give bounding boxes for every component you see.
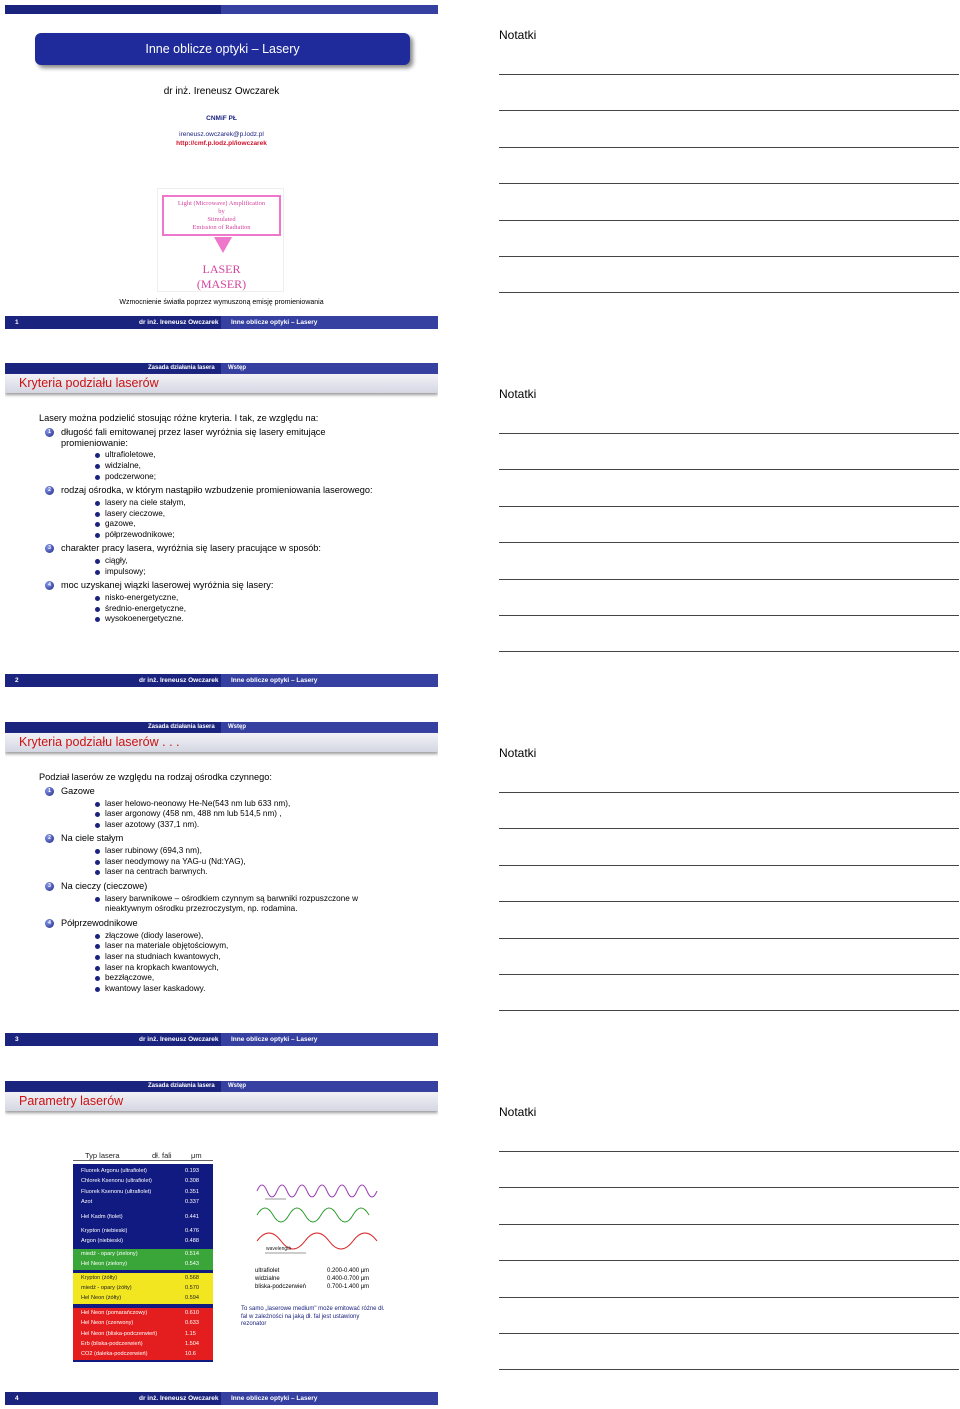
- wavelength-value: 0.193: [185, 1168, 199, 1174]
- section-nav[interactable]: Zasada działania lasera: [148, 724, 215, 730]
- list-item-text: długość fali emitowanej przez laser wyróżnia się lasery emitujące promieniowanie:: [61, 426, 326, 448]
- table-row: [73, 1339, 213, 1349]
- laser-name: Hel Neon (zielony): [81, 1261, 128, 1268]
- sub-list-item: ultrafioletowe,: [61, 450, 379, 461]
- table-row: [73, 1259, 213, 1269]
- sub-list-item: wysokoenergetyczne.: [61, 614, 379, 625]
- list-item-text: Na ciele stałym: [61, 833, 124, 844]
- notes-line: [499, 901, 959, 902]
- footer-author: dr inż. Ireneusz Owczarek: [139, 1036, 219, 1043]
- wave-label: wavelength: [266, 1246, 292, 1252]
- notes-line: [499, 1151, 959, 1152]
- laser-word: LASER: [202, 262, 241, 276]
- laser-name: miedź - opary (żółty): [81, 1285, 132, 1291]
- list-item-text: rodzaj ośrodka, w którym nastąpiło wzbudzenie promieniowania laserowego:: [61, 485, 373, 496]
- wavelength-value: 0.570: [185, 1285, 199, 1291]
- laser-name: Azot: [81, 1199, 93, 1206]
- sub-list-item: złączowe (diody laserowe),: [61, 931, 384, 942]
- notes-line: [499, 1260, 959, 1261]
- notes-line: [499, 292, 959, 293]
- author: dr inż. Ireneusz Owczarek: [163, 86, 280, 97]
- laser-name: Hel Neon (żółty): [81, 1295, 122, 1302]
- sub-list-item: bezzłączowe,: [61, 973, 384, 984]
- laser-name: Krypton (niebieski): [81, 1228, 128, 1234]
- list-item: [39, 427, 379, 482]
- laser-name: Krypton (żółty): [81, 1274, 118, 1281]
- sub-list-item: nisko-energetyczne,: [61, 593, 379, 604]
- number-bullet-icon: 2: [45, 834, 54, 843]
- sub-list-item: laser na materiale objętościowym,: [61, 941, 384, 952]
- sub-list: [61, 498, 379, 540]
- wavelength-value: 1.15: [185, 1330, 196, 1337]
- notes-line: [499, 828, 959, 829]
- slide-number: 2: [15, 677, 19, 684]
- list-item: [39, 833, 384, 878]
- notes-line: [499, 147, 959, 148]
- notes-line: [499, 974, 959, 975]
- table-row: [73, 1226, 213, 1236]
- sub-list: [61, 799, 384, 831]
- rezonator-note: To samo „laserowe medium" może emitować różne dł. fal w zależności na jaką dł. fal jest ustawiony rezonator: [241, 1306, 385, 1328]
- number-bullet-icon: 2: [45, 486, 54, 495]
- table-row: [73, 1308, 213, 1318]
- notes-label: Notatki: [499, 1105, 537, 1119]
- list-item: [39, 881, 384, 915]
- list-item: [39, 786, 384, 831]
- laser-name: Hel Kadm (fiolet): [81, 1213, 123, 1220]
- sub-list-item: kwantowy laser kaskadowy.: [61, 984, 384, 995]
- intro-text: Podział laserów ze względu na rodzaj ośrodka czynnego:: [39, 772, 272, 782]
- slide-4: [5, 1081, 438, 1405]
- down-arrow-icon: [214, 237, 232, 253]
- subsection-nav[interactable]: Wstęp: [228, 1083, 246, 1089]
- laser-acronym-box: Light (Microwave) Amplification by Stimulated Emission of Radiation: [162, 195, 281, 236]
- frame-title: Parametry laserów: [5, 1092, 438, 1111]
- sub-list-item: średnio-energetyczne,: [61, 604, 379, 615]
- table-row: [73, 1318, 213, 1328]
- footer-title: Inne oblicze optyki – Lasery: [231, 1036, 318, 1043]
- wave-diagram: [252, 1171, 382, 1259]
- institute: CNMiF PŁ: [206, 115, 237, 122]
- notes-line: [499, 1369, 959, 1370]
- laser-name: CO2 (daleka-podczerwień): [81, 1351, 148, 1358]
- sub-list-item: półprzewodnikowe;: [61, 530, 379, 541]
- table-row: [73, 1283, 213, 1293]
- list-item: [39, 543, 379, 577]
- sub-list: [61, 846, 384, 878]
- sub-list-item: podczerwone;: [61, 472, 379, 483]
- number-bullet-icon: 1: [45, 787, 54, 796]
- notes-line: [499, 506, 959, 507]
- slide-body: [39, 413, 379, 625]
- table-row: [73, 1329, 213, 1339]
- table-row: [73, 1176, 213, 1186]
- notes-line: [499, 1010, 959, 1011]
- sub-list-item: impulsowy;: [61, 567, 379, 578]
- wavelength-value: 1.504: [185, 1341, 199, 1347]
- notes-line: [499, 1297, 959, 1298]
- sub-list: [61, 931, 384, 995]
- slide-footer: [5, 1392, 438, 1405]
- sub-list: [61, 556, 379, 577]
- notes-line: [499, 110, 959, 111]
- wavelength-value: 0.488: [185, 1238, 199, 1245]
- list-item-text: moc uzyskanej wiązki laserowej wyróżnia się lasery:: [61, 580, 274, 591]
- sub-list-item: laser neodymowy na YAG-u (Nd:YAG),: [61, 857, 384, 868]
- notes-line: [499, 542, 959, 543]
- range-row: ultrafiolet 0.200-0.400 μm: [255, 1268, 370, 1274]
- laser-name: Hel Neon (pomarańczowy): [81, 1309, 148, 1316]
- slide-number: 3: [15, 1036, 19, 1043]
- number-bullet-icon: 3: [45, 544, 54, 553]
- list-item: [39, 918, 384, 994]
- wavelength-value: 10.6: [185, 1351, 196, 1358]
- footer-author: dr inż. Ireneusz Owczarek: [139, 677, 219, 684]
- table-row: [73, 1197, 213, 1207]
- slide-footer: [5, 1033, 438, 1046]
- laser-acronym-image: [157, 188, 284, 292]
- wavelength-value: 0.514: [185, 1250, 199, 1257]
- notes-label: Notatki: [499, 746, 537, 760]
- section-nav[interactable]: Zasada działania lasera: [148, 1083, 215, 1089]
- sub-list-item: lasery barwnikowe – ośrodkiem czynnym są barwniki rozpuszczone w nieaktywnym ośrodku przezroczystym, np. rodamina.: [61, 894, 384, 915]
- notes-line: [499, 256, 959, 257]
- list-item: [39, 485, 379, 540]
- frame-title: Kryteria podziału laserów . . .: [5, 733, 438, 752]
- slide-number: 4: [15, 1395, 19, 1402]
- laser-name: Fluorek Ksenonu (ultrafiolet): [81, 1188, 152, 1195]
- presentation-title: Inne oblicze optyki – Lasery: [35, 33, 410, 65]
- range-list: [255, 1267, 385, 1291]
- sub-list: [61, 894, 384, 915]
- laser-name: Hel Neon (bliska-podczerwień): [81, 1330, 158, 1337]
- section-nav[interactable]: Zasada działania lasera: [148, 365, 215, 371]
- table-row: [73, 1249, 213, 1259]
- slide-footer: [5, 674, 438, 687]
- table-row: [73, 1293, 213, 1303]
- laser-name: Erb (bliska-podczerwień): [81, 1341, 143, 1347]
- sub-list-item: laser na centrach barwnych.: [61, 867, 384, 878]
- range-row: bliska-podczerwień 0.700-1.400 μm: [255, 1284, 370, 1290]
- wavelength-value: 0.476: [185, 1228, 199, 1234]
- sub-list-item: widzialne,: [61, 461, 379, 472]
- sub-list-item: lasery cieczowe,: [61, 509, 379, 520]
- table-header: Typ lasera dł. fali μm: [57, 1149, 387, 1161]
- number-bullet-icon: 1: [45, 428, 54, 437]
- number-bullet-icon: 3: [45, 882, 54, 891]
- notes-label: Notatki: [499, 28, 537, 42]
- criteria-list: [39, 427, 379, 625]
- sub-list-item: gazowe,: [61, 519, 379, 530]
- list-item-text: Gazowe: [61, 785, 95, 796]
- footer-title: Inne oblicze optyki – Lasery: [231, 1395, 318, 1402]
- sub-list: [61, 593, 379, 625]
- table-row: [73, 1166, 213, 1176]
- slide-1: [5, 5, 438, 329]
- slide-body: [39, 772, 384, 994]
- email[interactable]: ireneusz.owczarek@p.lodz.pl: [179, 131, 264, 138]
- wavelength-value: 0.594: [185, 1295, 199, 1302]
- slide-number: 1: [15, 319, 19, 326]
- slide-3: [5, 722, 438, 1046]
- laser-name: miedź - opary (zielony): [81, 1250, 138, 1257]
- maser-word: (MASER): [196, 277, 247, 291]
- notes-line: [499, 74, 959, 75]
- range-row: widzialne 0.400-0.700 μm: [255, 1276, 370, 1282]
- notes-line: [499, 1333, 959, 1334]
- notes-line: [499, 579, 959, 580]
- sub-list-item: laser na studniach kwantowych,: [61, 952, 384, 963]
- list-item: [39, 580, 379, 625]
- slide-footer: [5, 316, 438, 329]
- slide-2: [5, 363, 438, 687]
- wavelength-value: 0.441: [185, 1213, 199, 1220]
- sub-list-item: laser argonowy (458 nm, 488 nm lub 514,5 nm) ,: [61, 809, 384, 820]
- subsection-nav[interactable]: Wstęp: [228, 724, 246, 730]
- medium-list: [39, 786, 384, 995]
- footer-author: dr inż. Ireneusz Owczarek: [139, 1395, 219, 1402]
- footer-author: dr inż. Ireneusz Owczarek: [139, 319, 219, 326]
- intro-text: Lasery można podzielić stosując różne kryteria. I tak, ze względu na:: [39, 413, 319, 423]
- subsection-nav[interactable]: Wstęp: [228, 365, 246, 371]
- table-row: [73, 1273, 213, 1283]
- notes-label: Notatki: [499, 387, 537, 401]
- laser-name: Hel Neon (czerwony): [81, 1320, 134, 1327]
- sub-list: [61, 450, 379, 482]
- list-item-text: Półprzewodnikowe: [61, 917, 138, 928]
- laser-name: Chlorek Ksenonu (ultrafiolet): [81, 1178, 152, 1185]
- notes-line: [499, 615, 959, 616]
- laser-wavelength-table: [73, 1164, 213, 1362]
- laser-parameters-figure: [57, 1149, 387, 1358]
- notes-line: [499, 792, 959, 793]
- sub-list-item: laser helowo-neonowy He-Ne(543 nm lub 633 nm),: [61, 799, 384, 810]
- notes-line: [499, 1224, 959, 1225]
- notes-line: [499, 1187, 959, 1188]
- url-link[interactable]: http://cmf.p.lodz.pl/iowczarek: [176, 140, 267, 147]
- slide-top-strip: [5, 5, 438, 14]
- wavelength-value: 0.568: [185, 1274, 199, 1281]
- wavelength-value: 0.351: [185, 1188, 199, 1195]
- wavelength-value: 0.543: [185, 1261, 199, 1268]
- table-row: [73, 1187, 213, 1197]
- footer-title: Inne oblicze optyki – Lasery: [231, 677, 318, 684]
- wavelength-value: 0.610: [185, 1309, 199, 1316]
- notes-line: [499, 865, 959, 866]
- notes-line: [499, 183, 959, 184]
- notes-line: [499, 938, 959, 939]
- wavelength-value: 0.633: [185, 1320, 199, 1327]
- wavelength-value: 0.308: [185, 1178, 199, 1185]
- sub-list-item: lasery na ciele stałym,: [61, 498, 379, 509]
- wavelength-value: 0.337: [185, 1199, 199, 1206]
- table-row: [73, 1212, 213, 1222]
- notes-line: [499, 469, 959, 470]
- notes-line: [499, 651, 959, 652]
- list-item-text: charakter pracy lasera, wyróżnia się lasery pracujące w sposób:: [61, 543, 321, 554]
- sub-list-item: laser azotowy (337,1 nm).: [61, 820, 384, 831]
- footer-title: Inne oblicze optyki – Lasery: [231, 319, 318, 326]
- sub-list-item: laser rubinowy (694,3 nm),: [61, 846, 384, 857]
- list-item-text: Na cieczy (cieczowe): [61, 880, 148, 891]
- number-bullet-icon: 4: [45, 581, 54, 590]
- table-row: [73, 1236, 213, 1246]
- number-bullet-icon: 4: [45, 919, 54, 928]
- laser-name: Fluorek Argonu (ultrafiolet): [81, 1168, 147, 1174]
- caption: Wzmocnienie światła poprzez wymuszoną emisję promieniowania: [119, 299, 324, 306]
- notes-line: [499, 220, 959, 221]
- sub-list-item: ciągły,: [61, 556, 379, 567]
- laser-name: Argon (niebieski): [81, 1238, 123, 1245]
- sub-list-item: laser na kropkach kwantowych,: [61, 963, 384, 974]
- table-row: [73, 1349, 213, 1359]
- frame-title: Kryteria podziału laserów: [5, 374, 438, 393]
- notes-line: [499, 433, 959, 434]
